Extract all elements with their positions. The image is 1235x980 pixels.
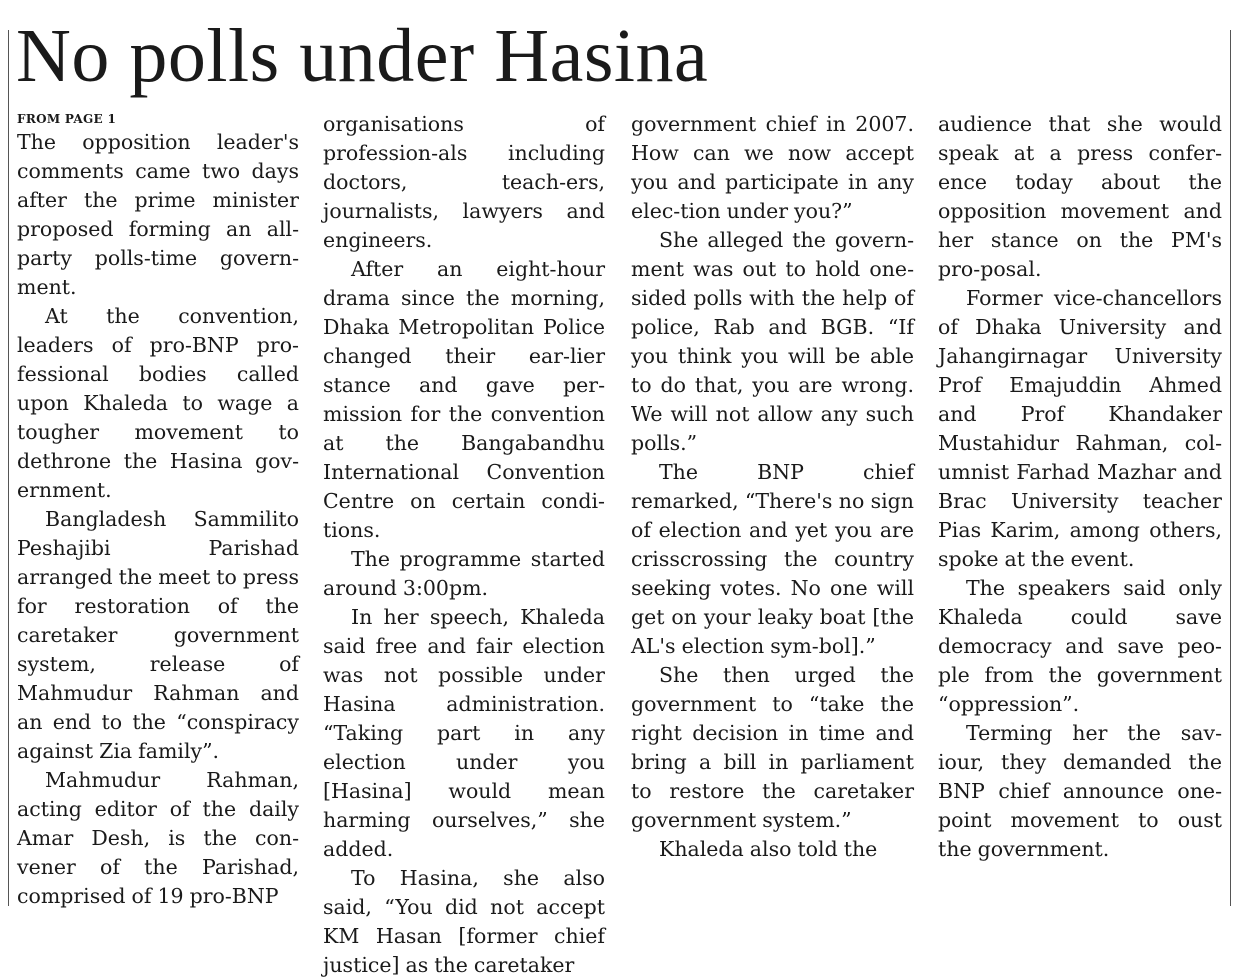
article-paragraph: Former vice-chancellors of Dhaka University and Jahangirnagar University Prof Emajuddin Ahmed and Prof Khandaker Mustahidur Rahman, col-umnist Farhad Mazhar and Brac University teacher Pias Karim, among others, spoke at the event. [938, 286, 1222, 571]
article-paragraph: Mahmudur Rahman, acting editor of the daily Amar Desh, is the con-vener of the Parishad, comprised of 19 pro-BNP [17, 768, 299, 908]
left-column-rule [8, 30, 9, 906]
continuation-kicker: FROM PAGE 1 [17, 112, 117, 126]
right-column-rule [1230, 30, 1231, 906]
article-column-2 [323, 110, 605, 977]
article-paragraph: Bangladesh Sammilito Peshajibi Parishad arranged the meet to press for restoration of the caretaker government system, release of Mahmudur Rahman and an end to the “conspiracy against Zia family”. [17, 507, 299, 763]
article-headline: No polls under Hasina [16, 14, 709, 98]
article-paragraph: The programme started around 3:00pm. [323, 547, 605, 600]
article-paragraph: She alleged the govern-ment was out to hold one-sided polls with the help of police, Rab and BGB. “If you think you will be able to do that, you are wrong. We will not allow any such polls.” [631, 228, 914, 455]
article-paragraph: At the convention, leaders of pro-BNP pro-fessional bodies called upon Khaleda to wage a tougher movement to dethrone the Hasina gov-ernment. [17, 304, 299, 502]
article-paragraph: organisations of profession-als including doctors, teach-ers, journalists, lawyers and engineers. [323, 112, 605, 252]
article-paragraph: The opposition leader's comments came two days after the prime minister proposed forming an all-party polls-time govern-ment. [17, 130, 299, 299]
article-paragraph: The speakers said only Khaleda could save democracy and save peo-ple from the government “oppression”. [938, 576, 1222, 716]
article-paragraph: After an eight-hour drama since the morning, Dhaka Metropolitan Police changed their ear-lier stance and gave per-mission for the convention at the Bangabandhu International Convention Centre on certain condi-tions. [323, 257, 605, 542]
article-paragraph: The BNP chief remarked, “There's no sign of election and yet you are crisscrossing the country seeking votes. No one will get on your leaky boat [the AL's election sym-bol].” [631, 460, 914, 658]
article-paragraph: government chief in 2007. How can we now accept you and participate in any elec-tion under you?” [631, 112, 914, 223]
article-paragraph: She then urged the government to “take the right decision in time and bring a bill in parliament to restore the caretaker government system.” [631, 663, 914, 832]
article-paragraph: Terming her the sav-iour, they demanded the BNP chief announce one-point movement to oust the government. [938, 721, 1222, 861]
article-paragraph: In her speech, Khaleda said free and fair election was not possible under Hasina administration. “Taking part in any election under you [Hasina] would mean harming ourselves,” she added. [323, 605, 605, 861]
article-paragraph: Khaleda also told the [659, 837, 878, 861]
article-paragraph: To Hasina, she also said, “You did not accept KM Hasan [former chief justice] as the caretaker [323, 866, 605, 977]
article-paragraph: audience that she would speak at a press confer-ence today about the opposition movement and her stance on the PM's pro-posal. [938, 112, 1222, 281]
article-column-1 [17, 110, 299, 908]
article-column-4 [938, 110, 1222, 900]
article-column-3 [631, 110, 914, 900]
